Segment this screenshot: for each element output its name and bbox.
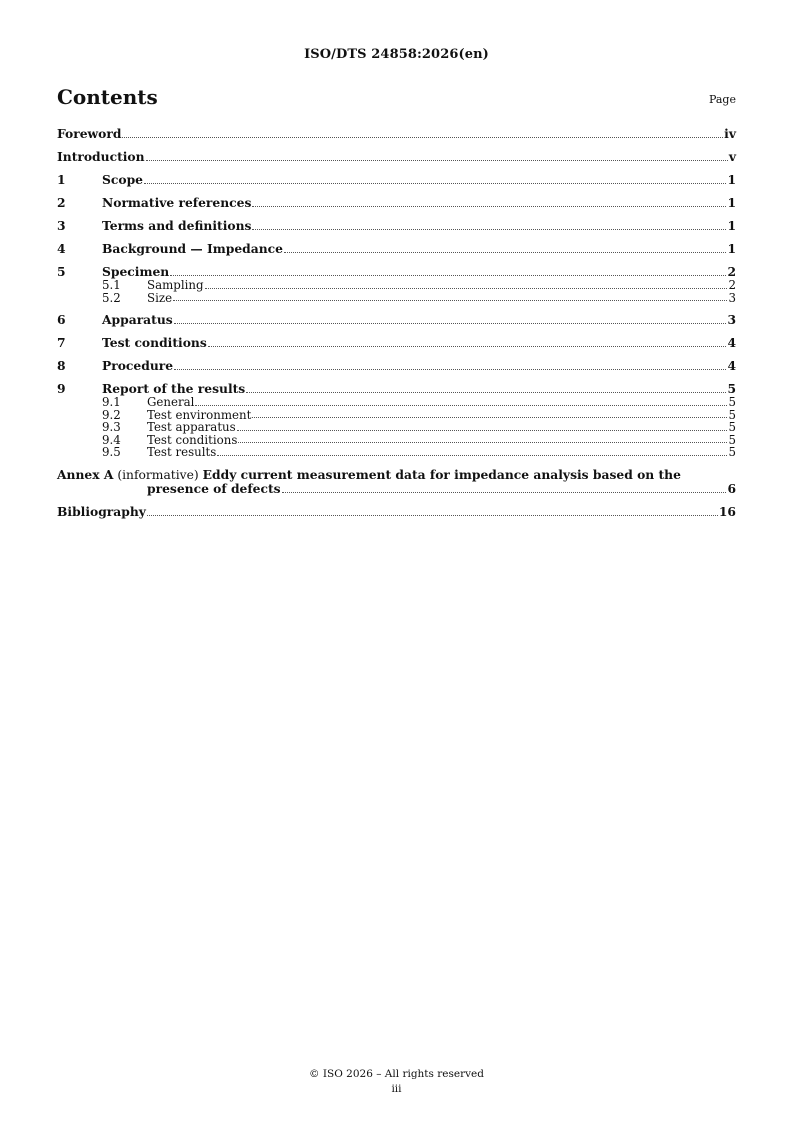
contents-title: Contents: [57, 85, 158, 109]
toc-entry-clause-8[interactable]: [57, 359, 736, 373]
dot-leader: [217, 454, 727, 456]
dot-leader: [174, 322, 727, 324]
dot-leader: [246, 391, 726, 393]
toc-entry-introduction[interactable]: [57, 150, 736, 164]
toc-number: 7: [57, 335, 66, 350]
toc-label: General: [147, 395, 195, 409]
dot-leader: [146, 159, 728, 161]
toc-label: Test results: [147, 445, 217, 459]
toc-page: 4: [727, 335, 736, 350]
toc-number: 5.1: [102, 278, 121, 292]
toc-label: Scope: [102, 172, 143, 187]
toc-entry-clause-5[interactable]: [57, 265, 736, 279]
dot-leader: [252, 205, 726, 207]
toc-label: Specimen: [102, 264, 170, 279]
toc-page: 2: [728, 278, 736, 292]
toc-page: iv: [724, 126, 736, 141]
toc-number: 9.4: [102, 432, 121, 447]
toc-entry-subclause-5-1[interactable]: [57, 279, 736, 292]
dot-leader: [252, 228, 726, 230]
page-footer: [0, 1067, 793, 1097]
toc-label: Terms and definitions: [102, 218, 252, 233]
annex-title-line1: Eddy current measurement data for impedance analysis based on the: [202, 466, 681, 482]
dot-leader: [173, 299, 727, 301]
dot-leader: [170, 274, 726, 276]
annex-prefix: Annex A: [57, 466, 114, 482]
toc-page: 1: [727, 241, 736, 256]
toc-page: 5: [728, 395, 736, 409]
dot-leader: [252, 416, 727, 418]
toc-number: 6: [57, 312, 66, 327]
toc-label: Test apparatus: [147, 420, 236, 434]
dot-leader: [144, 182, 726, 184]
toc-entry-clause-6[interactable]: [57, 313, 736, 327]
toc-number: 9.3: [102, 420, 121, 434]
dot-leader: [195, 404, 727, 406]
toc-entry-clause-1[interactable]: [57, 173, 736, 187]
dot-leader: [238, 441, 727, 443]
toc-label: Test environment: [147, 407, 252, 422]
toc-entry-bibliography[interactable]: [57, 505, 736, 519]
toc-label: Apparatus: [102, 312, 173, 327]
page-number: iii: [391, 1083, 402, 1095]
toc-page: 5: [727, 381, 736, 396]
toc-entry-clause-7[interactable]: [57, 336, 736, 350]
toc-page: 3: [727, 312, 736, 327]
toc-number: 5: [57, 264, 66, 279]
toc-page: 16: [718, 503, 736, 519]
toc-number: 9.2: [102, 407, 121, 422]
toc-number: 4: [57, 241, 66, 256]
dot-leader: [284, 251, 726, 253]
toc-page: 5: [728, 445, 736, 459]
dot-leader: [147, 514, 718, 516]
toc-entry-subclause-9-1[interactable]: [57, 396, 736, 409]
toc-entry-subclause-5-2[interactable]: [57, 292, 736, 305]
toc-page: 5: [728, 407, 736, 422]
toc-label: Size: [147, 290, 173, 305]
toc-entry-subclause-9-5[interactable]: [57, 446, 736, 459]
toc-page: 1: [727, 218, 736, 233]
toc-page: 1: [727, 172, 736, 187]
toc-entry-clause-9[interactable]: [57, 382, 736, 396]
toc-page: 6: [727, 480, 736, 496]
toc-page: 3: [728, 290, 736, 305]
dot-leader: [122, 136, 723, 138]
page-column-label: Page: [708, 93, 736, 106]
toc-number: 9.1: [102, 395, 121, 409]
dot-leader: [282, 491, 727, 493]
toc-label: Foreword: [57, 126, 122, 141]
annex-type: (informative): [117, 467, 199, 482]
toc-label: Introduction: [57, 149, 145, 164]
toc-label: Procedure: [102, 358, 174, 373]
toc-number: 9: [57, 381, 66, 396]
toc-number: 8: [57, 358, 66, 373]
dot-leader: [208, 345, 727, 347]
toc-number: 2: [57, 195, 66, 210]
toc-entry-subclause-9-3[interactable]: [57, 421, 736, 434]
toc-label: Report of the results: [102, 381, 246, 396]
document-id-header: ISO/DTS 24858:2026(en): [304, 47, 489, 62]
toc-number: 9.5: [102, 445, 121, 459]
toc-label: Test conditions: [147, 432, 238, 447]
toc-page: 5: [728, 432, 736, 447]
copyright-notice: © ISO 2026 – All rights reserved: [309, 1068, 484, 1080]
toc-label: Test conditions: [102, 335, 207, 350]
toc-label: Normative references: [102, 195, 252, 210]
toc-entry-clause-4[interactable]: [57, 242, 736, 256]
toc-number: 3: [57, 218, 66, 233]
toc-number: 1: [57, 172, 66, 187]
toc-label: Background — Impedance: [102, 241, 283, 256]
toc-page: 2: [727, 264, 736, 279]
toc-entry-foreword[interactable]: [57, 127, 736, 141]
dot-leader: [237, 429, 728, 431]
table-of-contents: [57, 127, 736, 519]
toc-page: 4: [727, 358, 736, 373]
toc-number: 5.2: [102, 290, 121, 305]
toc-entry-clause-3[interactable]: [57, 219, 736, 233]
annex-title-line2: presence of defects: [147, 480, 281, 496]
toc-entry-clause-2[interactable]: [57, 196, 736, 210]
dot-leader: [174, 368, 726, 370]
toc-label: Bibliography: [57, 503, 146, 519]
toc-page: v: [728, 149, 736, 164]
toc-entry-annex-a[interactable]: [57, 468, 736, 496]
dot-leader: [205, 287, 728, 289]
toc-page: 1: [727, 195, 736, 210]
toc-page: 5: [728, 420, 736, 434]
toc-label: Sampling: [147, 278, 204, 292]
